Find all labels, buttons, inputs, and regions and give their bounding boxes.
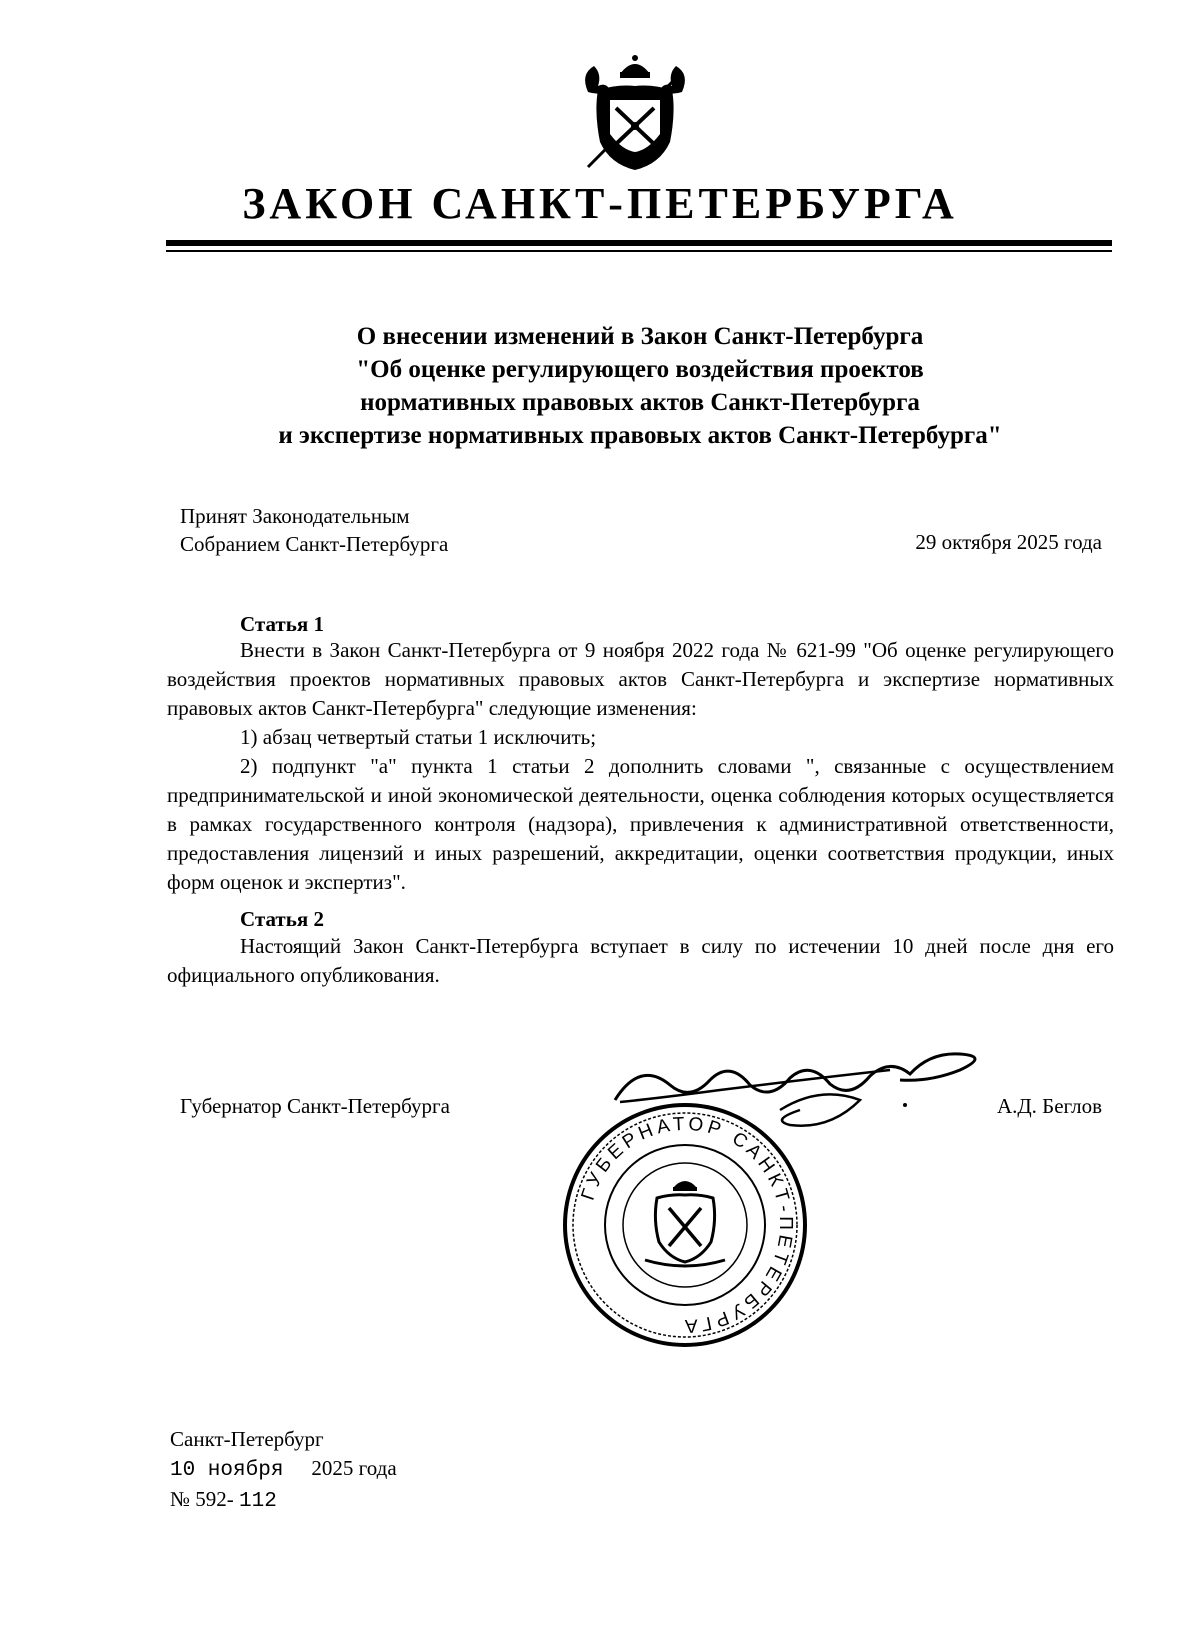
adopted-by: [180, 502, 448, 558]
article-1-body: [167, 636, 1114, 897]
footer-number-prefix: № 592-: [170, 1487, 234, 1511]
footer-day-month: 10 ноября: [170, 1459, 284, 1482]
article-2-body: [167, 932, 1114, 990]
footer-date: [170, 1454, 397, 1485]
adoption-date: 29 октября 2025 года: [915, 530, 1102, 554]
article-1-title: Статья 1: [240, 612, 324, 636]
document-title: ЗАКОН САНКТ-ПЕТЕРБУРГА: [242, 179, 958, 228]
heading-line: "Об оценке регулирующего воздействия проектов: [356, 356, 924, 383]
footer-number: [170, 1485, 397, 1516]
governor-seal: [560, 1100, 810, 1350]
heading-line: и экспертизе нормативных правовых актов Санкт-Петербурга": [278, 422, 1002, 449]
footer-number-value: 112: [239, 1490, 277, 1513]
law-heading: [160, 320, 1120, 452]
footer-year: 2025 года: [311, 1456, 397, 1480]
signatory-name: А.Д. Беглов: [996, 1094, 1102, 1118]
adopted-line-2: Собранием Санкт-Петербурга: [180, 532, 449, 556]
article-2-paragraph: Настоящий Закон Санкт-Петербурга вступает в силу по истечении 10 дней после дня его официального опубликования.: [167, 934, 1114, 987]
adopted-line-1: Принят Законодательным: [180, 504, 410, 528]
article-2-title: Статья 2: [240, 907, 324, 931]
svg-text:ГУБЕРНАТОР САНКТ-ПЕТЕРБУРГА: ГУБЕРНАТОР САНКТ-ПЕТЕРБУРГА: [577, 1113, 797, 1337]
signatory-position: Губернатор Санкт-Петербурга: [180, 1094, 450, 1118]
heading-line: О внесении изменений в Закон Санкт-Петербурга: [356, 323, 924, 350]
footer: [170, 1425, 397, 1516]
article-1-paragraph: 2) подпункт "а" пункта 1 статьи 2 дополнить словами ", связанные с осуществлением предпринимательской и иной экономической деятельности, оценка соблюдения которых осуществляется в рамках государственного контроля (надзора), привлечения к административной ответственности, предоставления лицензий и иных разрешений, аккредитации, оценки соответствия продукции, иных форм оценок и экспертиз".: [167, 754, 1114, 894]
coat-of-arms-emblem: [580, 52, 690, 177]
title-rule-thick: [166, 240, 1112, 246]
heading-line: нормативных правовых актов Санкт-Петербурга: [360, 389, 920, 416]
article-1-paragraph: 1) абзац четвертый статьи 1 исключить;: [240, 725, 597, 749]
article-1-paragraph: Внести в Закон Санкт-Петербурга от 9 ноября 2022 года № 621-99 "Об оценке регулирующего воздействия проектов нормативных правовых актов Санкт-Петербурга и экспертизе нормативных правовых актов Санкт-Петербурга" следующие изменения:: [167, 638, 1114, 720]
footer-city: Санкт-Петербург: [170, 1427, 324, 1451]
title-rule-thin: [166, 250, 1112, 252]
